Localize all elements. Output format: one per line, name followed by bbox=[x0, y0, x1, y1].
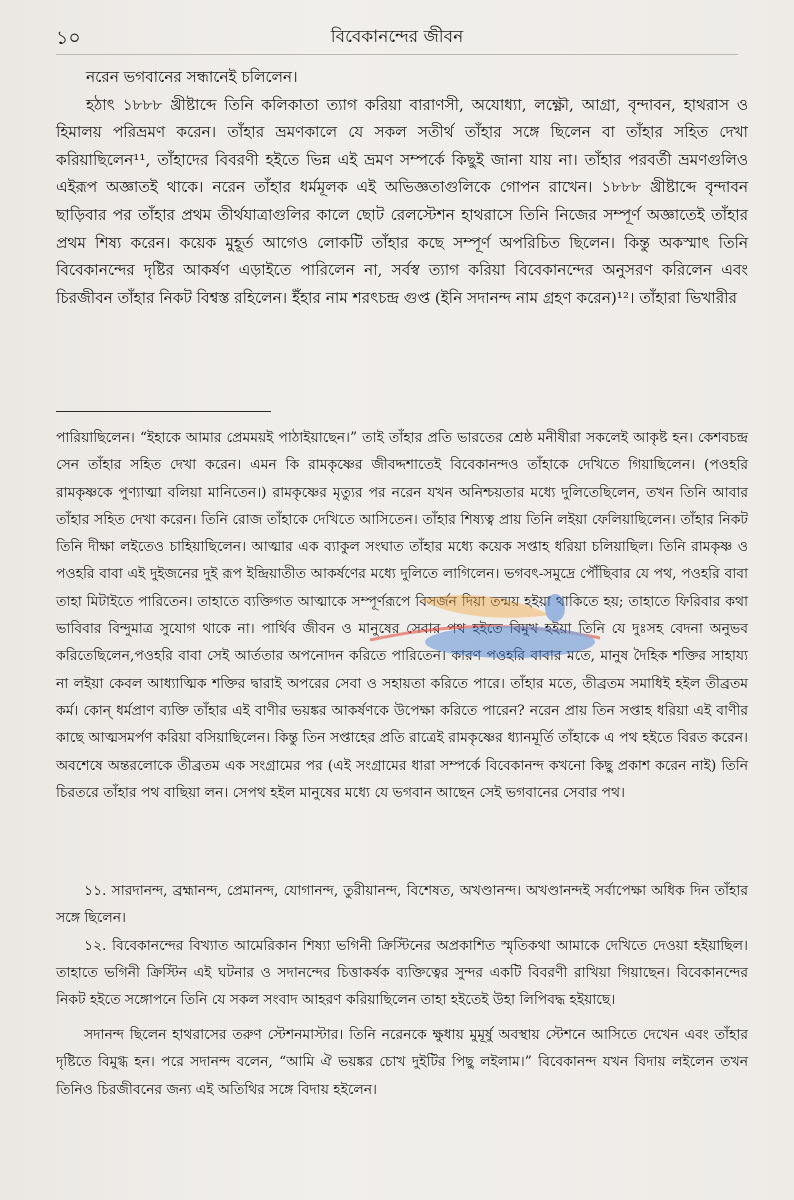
running-title: বিবেকানন্দের জীবন bbox=[330, 27, 464, 47]
header-rule bbox=[56, 54, 738, 55]
closing-paragraph bbox=[56, 1022, 748, 1104]
footnotes bbox=[56, 878, 748, 1014]
continued-text bbox=[56, 425, 748, 807]
running-head bbox=[56, 24, 738, 50]
paragraph: নরেন ভগবানের সন্ধানেই চলিলেন। bbox=[86, 68, 298, 86]
paragraph: সদানন্দ ছিলেন হাথরাসের তরুণ স্টেশনমাস্টার। তিনি নরেনকে ক্ষুধায় মুমূর্ষু অবস্থায় স্টেশনে আসিতে দেখেন এবং তাঁহার দৃষ্টিতে বিমুগ্ধ হন। পরে সদানন্দ বলেন, “আমি ঐ ভয়ঙ্কর চোখ দুইটির পিছু লইলাম।” বিবেকানন্দ যখন বিদায় লইলেন তখন তিনিও চিরজীবনের জন্য এই অতিথির সঙ্গে বিদায় হইলেন। bbox=[56, 1027, 748, 1098]
page-number: ১০ bbox=[56, 27, 81, 49]
main-text bbox=[56, 64, 748, 312]
footnote-11: ১১. সারদানন্দ, ব্রহ্মানন্দ, প্রেমানন্দ, যোগানন্দ, তুরীয়ানন্দ, বিশেষত, অখণ্ডানন্দ। অখণ্ডানন্দই সর্বাপেক্ষা অধিক দিন তাঁহার সঙ্গে ছিলেন। bbox=[56, 883, 748, 927]
paragraph: পারিয়াছিলেন। “ইহাকে আমার প্রেমময়ই পাঠাইয়াছেন।” তাই তাঁহার প্রতি ভারতের শ্রেষ্ঠ মনীষীরা সকলেই আকৃষ্ট হন। কেশবচন্দ্র সেন তাঁহার সহিত দেখা করেন। এমন কি রামকৃষ্ণের জীবদ্দশাতেই বিবেকানন্দও তাঁহাকে দেখিতে গিয়াছিলেন। (পওহরি রামকৃষ্ণকে পুণ্যাত্মা বলিয়া মানিতেন।) রামকৃষ্ণের মৃত্যুর পর নরেন যখন অনিশ্চয়তার মধ্যে দুলিতেছিলেন, তখন তিনি আবার তাঁহার সহিত দেখা করেন। তিনি রোজ তাঁহাকে দেখিতে আসিতেন। তাঁহার শিষ্যত্ব প্রায় তিনি লইয়া ফেলিয়াছিলেন। তাঁহার নিকট তিনি দীক্ষা লইতেও চাহিয়াছিলেন। আত্মার এক ব্যাকুল সংঘাত তাঁহার মধ্যে কয়েক সপ্তাহ ধরিয়া চলিয়াছিল। তিনি রামকৃষ্ণ ও পওহরি বাবা এই দুইজনের দুই রূপ ইন্দ্রিয়াতীত আকর্ষণের মধ্যে দুলিতে লাগিলেন। ভগবৎ-সমুদ্রে পৌঁছিবার যে পথ, পওহরি বাবা তাহা মিটাইতে পারিতেন। তাহাতে ব্যক্তিগত আত্মাকে সম্পূর্ণরূপে বিসর্জন দিয়া তন্ময় হইয়া থাকিতে হয়; তাহাতে ফিরিবার কথা ভাবিবার বিন্দুমাত্র সুযোগ থাকে না। পার্থিব জীবন ও মানুষের সেবার পথ হইতে বিমুখ হইয়া তিনি যে দুঃসহ বেদনা অনুভব করিতেছিলেন,পওহরি বাবা সেই আর্ততার অপনোদন করিতে পারিতেন। কারণ পওহরি বাবার মতে, মানুষ দৈহিক শক্তির সাহায্য না লইয়া কেবল আধ্যাত্মিক শক্তির দ্বারাই অপরের সেবা ও সহায়তা করিতে পারে। তাঁহার মতে, তীব্রতম সমাধিই হইল তীব্রতম কর্ম। কোন্ ধর্মপ্রাণ ব্যক্তি তাঁহার এই বাণীর ভয়ঙ্কর আকর্ষণকে উপেক্ষা করিতে পারেন? নরেন প্রায় তিন সপ্তাহ ধরিয়া এই বাণীর কাছে আত্মসমর্পণ করিয়া বসিয়াছিলেন। কিন্তু তিন সপ্তাহের প্রতি রাত্রেই রামকৃষ্ণের ধ্যানমূর্তি তাঁহাকে এ পথ হইতে বিরত করেন। অবশেষে অন্তরলোকে তীব্রতম এক সংগ্রামের পর (এই সংগ্রামের ধারা সম্পর্কে বিবেকানন্দ কখনো কিছু প্রকাশ করেন নাই) তিনি চিরতরে তাঁহার পথ বাছিয়া লন। সেপথ হইল মানুষের মধ্যে যে ভগবান আছেন সেই ভগবানের সেবার পথ। bbox=[56, 430, 748, 801]
paragraph: হঠাৎ ১৮৮৮ খ্রীষ্টাব্দে তিনি কলিকাতা ত্যাগ করিয়া বারাণসী, অযোধ্যা, লক্ষ্ণৌ, আগ্রা, বৃন্দাবন, হাথরাস ও হিমালয় পরিভ্রমণ করেন। তাঁহার ভ্রমণকালে যে সকল সতীর্থ তাঁহার সঙ্গে ছিলেন বা তাঁহার সহিত দেখা করিয়াছিলেন¹¹, তাঁহাদের বিবরণী হইতে ভিন্ন এই ভ্রমণ সম্পর্কে কিছুই জানা যায় না। তাঁহার পরবর্তী ভ্রমণগুলিও এইরূপ অজ্ঞাতই থাকে। নরেন তাঁহার ধর্মমূলক এই অভিজ্ঞতাগুলিকে গোপন রাখেন। ১৮৮৮ খ্রীষ্টাব্দে বৃন্দাবন ছাড়িবার পর তাঁহার প্রথম তীর্থযাত্রাগুলির কালে ছোট রেলস্টেশন হাথরাসে তিনি নিজের সম্পূর্ণ অজ্ঞাতেই তাঁহার প্রথম শিষ্য করেন। কয়েক মুহূর্ত আগেও লোকটি তাঁহার কছে সম্পূর্ণ অপরিচিত ছিলেন। কিন্তু অকস্মাৎ তিনি বিবেকানন্দের দৃষ্টির আকর্ষণ এড়াইতে পারিলেন না, সর্বস্ব ত্যাগ করিয়া বিবেকানন্দের অনুসরণ করিলেন এবং চিরজীবন তাঁহার নিকট বিশ্বস্ত রহিলেন। ইঁহার নাম শরৎচন্দ্র গুপ্ত (ইনি সদানন্দ নাম গ্রহণ করেন)¹²। তাঁহারা ভিখারীর bbox=[56, 95, 748, 307]
footnote-separator bbox=[56, 411, 271, 412]
footnote-12: ১২. বিবেকানন্দের বিখ্যাত আমেরিকান শিষ্যা ভগিনী ক্রিস্টিনের অপ্রকাশিত স্মৃতিকথা আমাকে দেখিতে দেওয়া হইয়াছিল। তাহাতে ভগিনী ক্রিস্টিন এই ঘটনার ও সদানন্দের চিত্তাকর্ষক ব্যক্তিত্বের সুন্দর একটি বিবরণী রাখিয়া গিয়াছেন। বিবেকানন্দের নিকট হইতে সঙ্গোপনে তিনি যে সকল সংবাদ আহরণ করিয়াছিলেন তাহা হইতেই উহা লিপিবদ্ধ হইয়াছে। bbox=[56, 937, 748, 1009]
